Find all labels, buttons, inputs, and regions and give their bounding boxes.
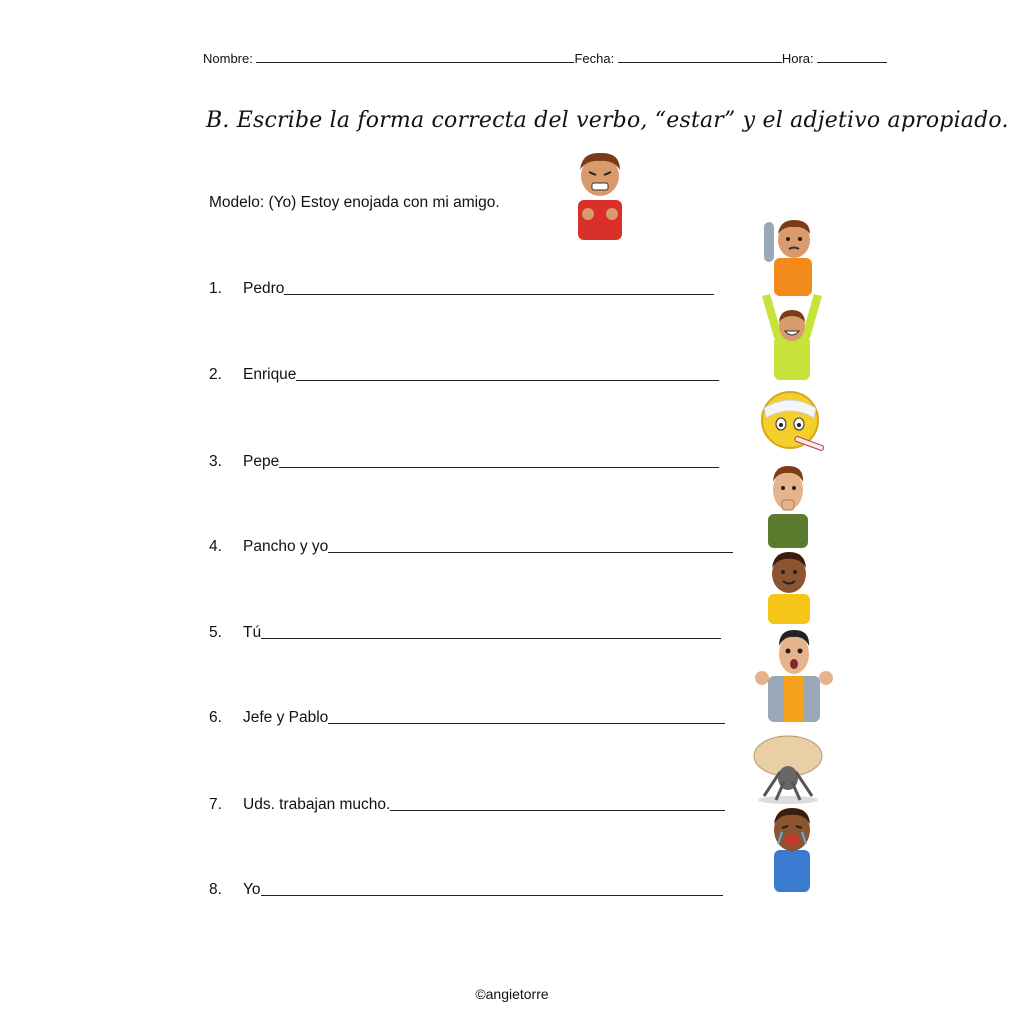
exercise-item-7 — [209, 796, 725, 814]
calm-boy-illustration — [764, 550, 814, 624]
exercise-item-5 — [209, 624, 721, 642]
exercise-item-3 — [209, 453, 719, 471]
angry-boy-illustration — [570, 148, 630, 240]
tired-ant-illustration — [750, 732, 828, 804]
header-line — [203, 50, 887, 66]
confused-boy-illustration — [760, 212, 820, 296]
item-text: Enrique — [243, 366, 297, 383]
exercise-item-4 — [209, 538, 733, 556]
excited-boy-illustration — [756, 290, 828, 380]
item-number: 1. — [209, 280, 222, 297]
copyright-footer: ©angietorre — [475, 986, 549, 1002]
item-text: Pepe — [243, 453, 280, 470]
nombre-blank[interactable] — [256, 50, 574, 63]
answer-line[interactable] — [261, 894, 723, 896]
item-number: 2. — [209, 366, 222, 383]
answer-line[interactable] — [279, 466, 719, 468]
surprised-boy-illustration — [754, 626, 834, 722]
item-text: Pancho y yo — [243, 538, 329, 555]
sick-face-illustration — [756, 386, 828, 452]
item-number: 4. — [209, 538, 222, 555]
item-number: 6. — [209, 709, 222, 726]
nombre-label: Nombre: — [203, 51, 253, 66]
item-text: Jefe y Pablo — [243, 709, 329, 726]
exercise-item-1 — [209, 280, 714, 298]
item-text: Uds. trabajan mucho. — [243, 796, 391, 813]
model-sentence: Modelo: (Yo) Estoy enojada con mi amigo. — [209, 194, 500, 211]
answer-line[interactable] — [328, 551, 733, 553]
hora-blank[interactable] — [817, 50, 887, 63]
exercise-item-8 — [209, 881, 723, 899]
item-number: 7. — [209, 796, 222, 813]
crying-boy-illustration — [764, 804, 820, 892]
nervous-boy-illustration — [762, 462, 812, 548]
item-text: Yo — [243, 881, 261, 898]
item-text: Pedro — [243, 280, 285, 297]
exercise-item-2 — [209, 366, 719, 384]
fecha-label: Fecha: — [574, 51, 615, 66]
answer-line[interactable] — [328, 722, 725, 724]
fecha-blank[interactable] — [618, 50, 782, 63]
answer-line[interactable] — [296, 379, 719, 381]
exercise-title: B. Escribe la forma correcta del verbo, “estar” y el adjetivo apropiado. — [206, 108, 1009, 133]
hora-label: Hora: — [781, 51, 814, 66]
exercise-item-6 — [209, 709, 725, 727]
answer-line[interactable] — [261, 637, 721, 639]
answer-line[interactable] — [284, 293, 714, 295]
item-number: 5. — [209, 624, 222, 641]
answer-line[interactable] — [390, 809, 725, 811]
item-number: 3. — [209, 453, 222, 470]
item-text: Tú — [243, 624, 262, 641]
item-number: 8. — [209, 881, 222, 898]
